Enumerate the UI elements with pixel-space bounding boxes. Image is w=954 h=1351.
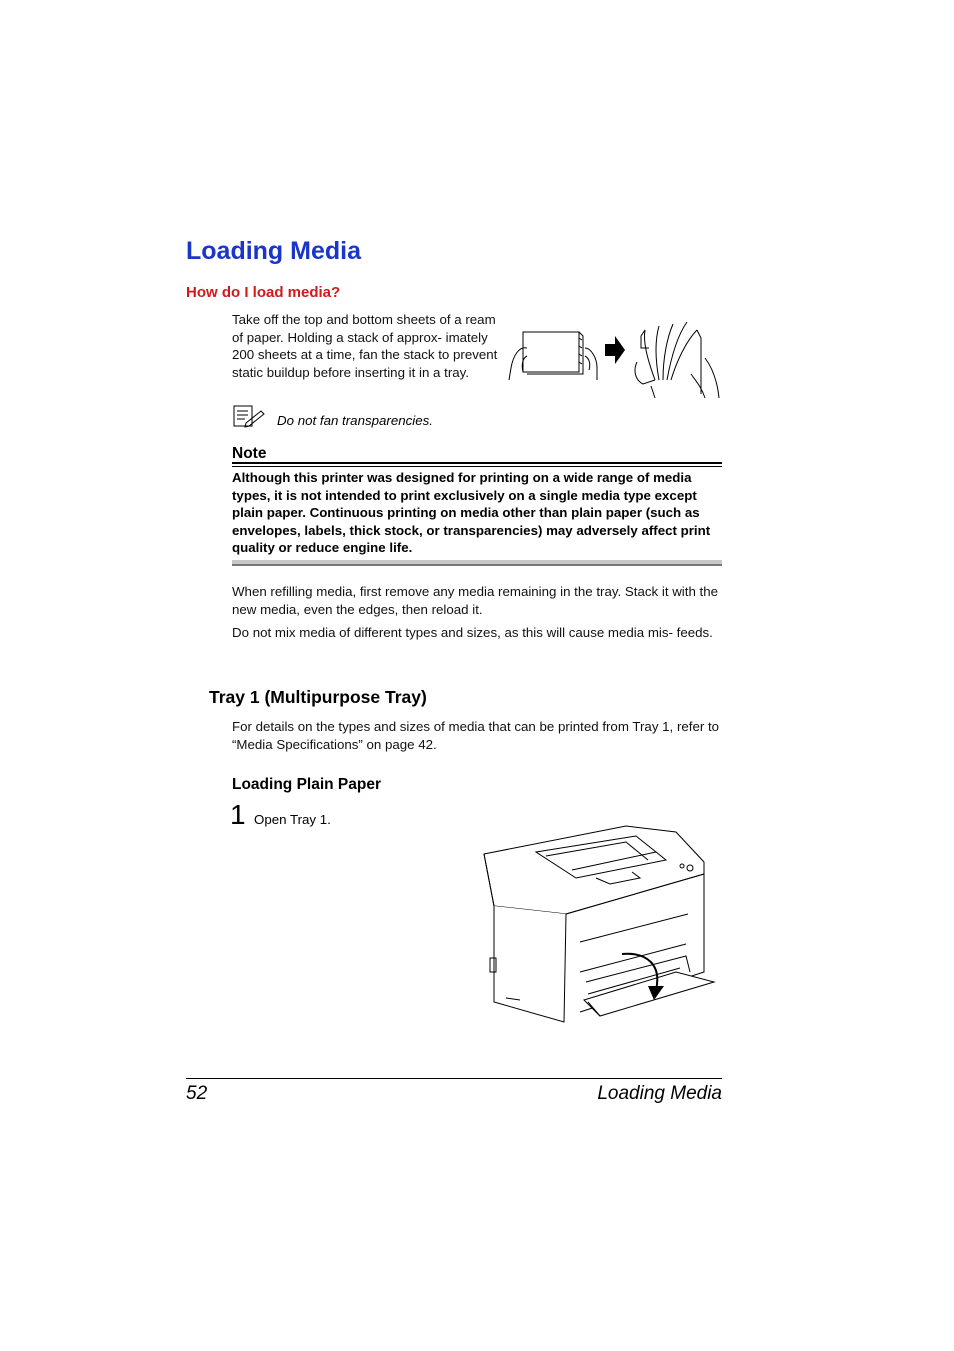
step-text: Open Tray 1. xyxy=(254,812,331,827)
refill-paragraph: When refilling media, first remove any media remaining in the tray. Stack it with the new media, even the edges, then reload it. xyxy=(232,584,719,617)
step-number: 1 xyxy=(230,799,246,830)
mix-paragraph: Do not mix media of different types and sizes, as this will cause media mis- feeds. xyxy=(232,625,713,640)
footer-running-title: Loading Media xyxy=(597,1083,722,1104)
note-label: Note xyxy=(232,445,267,462)
section-heading: How do I load media? xyxy=(186,284,341,301)
arrow-right-icon xyxy=(605,336,625,364)
footer-rule xyxy=(186,1078,722,1079)
fan-paper-illustration xyxy=(505,318,723,400)
tray-heading: Tray 1 (Multipurpose Tray) xyxy=(209,687,427,707)
tray-paragraph: For details on the types and sizes of media that can be printed from Tray 1, refer to “Media Specifications” on page 42. xyxy=(232,719,720,752)
footer-page-number: 52 xyxy=(186,1083,208,1104)
printer-illustration xyxy=(476,822,720,1028)
fan-note-text: Do not fan transparencies. xyxy=(277,413,433,428)
plain-paper-heading: Loading Plain Paper xyxy=(232,776,381,793)
note-top-rule xyxy=(232,462,722,464)
note-body: Although this printer was designed for printing on a wide range of media types, it is not intended to print exclusively on a single media type except plain paper. Continuous printing on media other than plain paper (such as envelopes, labels, thick stock, or transparencies) may adversely affect print quality or reduce engine life. xyxy=(232,470,711,556)
note-bottom-rule-dark xyxy=(232,564,722,566)
note-top-rule-thin xyxy=(232,466,722,467)
page-title: Loading Media xyxy=(186,237,361,265)
fan-paper-paragraph: Take off the top and bottom sheets of a ream of paper. Holding a stack of approx- imately 200 sheets at a time, fan the stack to prevent static buildup before inserting it in a tray. xyxy=(232,312,498,380)
notepad-pencil-icon xyxy=(233,405,265,429)
